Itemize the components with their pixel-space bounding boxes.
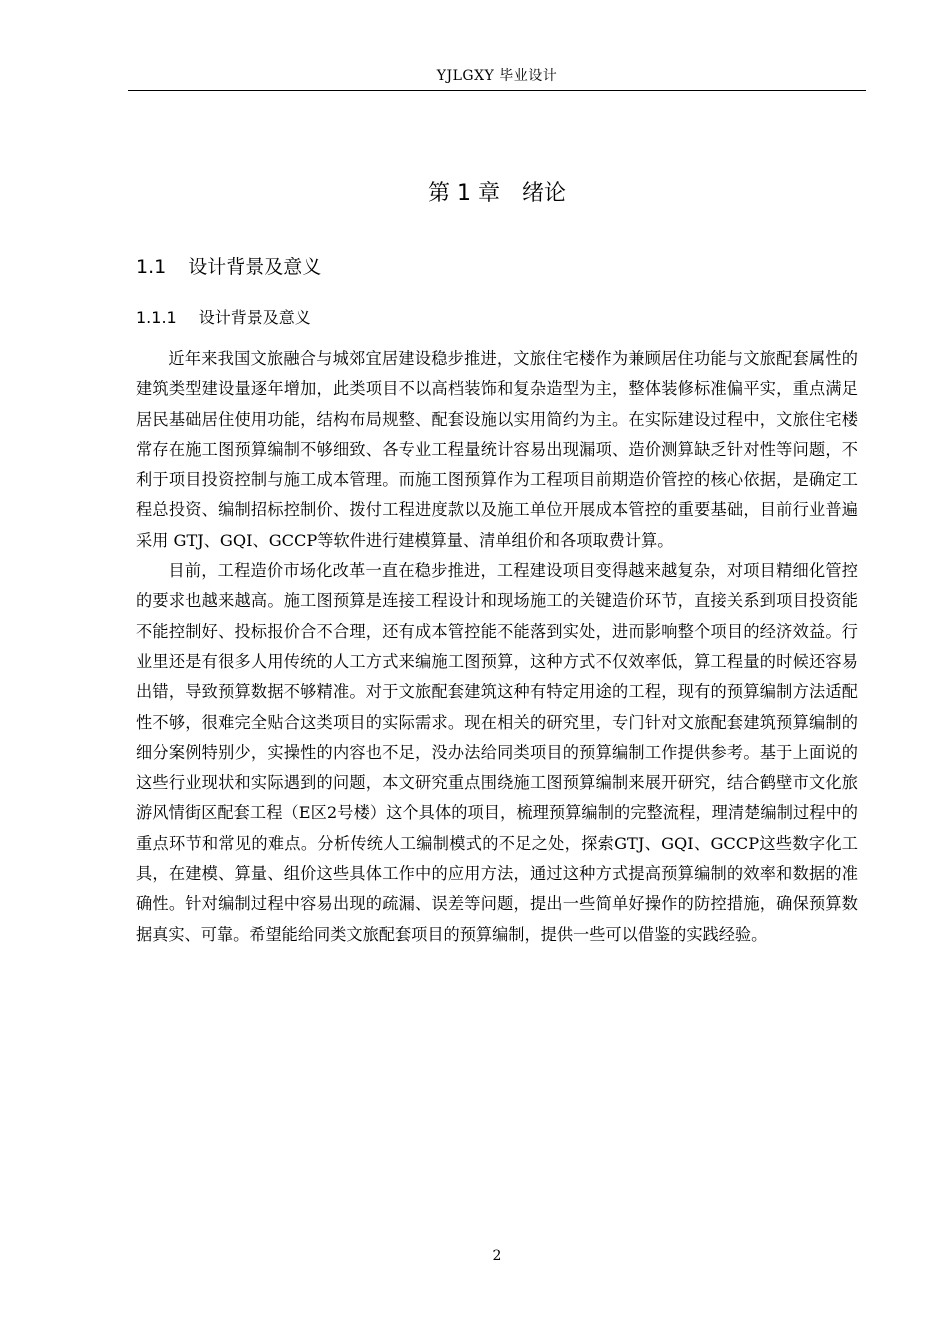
subsection-number: 1.1.1 bbox=[136, 308, 177, 327]
page-number: 2 bbox=[492, 1248, 502, 1264]
chapter-title: 第 1 章 绪论 bbox=[428, 181, 566, 206]
body-text bbox=[136, 344, 858, 950]
subsection-title: 设计背景及意义 bbox=[198, 308, 311, 327]
header-divider bbox=[128, 90, 866, 91]
body-paragraph: 目前，工程造价市场化改革一直在稳步推进，工程建设项目变得越来越复杂，对项目精细化管控的要求也越来越高。施工图预算是连接工程设计和现场施工的关键造价环节，直接关系到项目投资能不能控制好、投标报价合不合理，还有成本管控能不能落到实处，进而影响整个项目的经济效益。行业里还是有很多人用传统的人工方式来编施工图预算，这种方式不仅效率低，算工程量的时候还容易出错，导致预算数据不够精准。对于文旅配套建筑这种有特定用途的工程，现有的预算编制方法适配性不够，很难完全贴合这类项目的实际需求。现在相关的研究里，专门针对文旅配套建筑预算编制的细分案例特别少，实操性的内容也不足，没办法给同类项目的预算编制工作提供参考。基于上面说的这些行业现状和实际遇到的问题，本文研究重点围绕施工图预算编制来展开研究，结合鹤壁市文化旅游风情街区配套工程（E区2号楼）这个具体的项目，梳理预算编制的完整流程，理清楚编制过程中的重点环节和常见的难点。分析传统人工编制模式的不足之处，探索GTJ、GQI、GCCP这些数字化工具，在建模、算量、组价这些具体工作中的应用方法，通过这种方式提高预算编制的效率和数据的准确性。针对编制过程中容易出现的疏漏、误差等问题，提出一些简单好操作的防控措施，确保预算数据真实、可靠。希望能给同类文旅配套项目的预算编制，提供一些可以借鉴的实践经验。 bbox=[136, 561, 858, 944]
section-title: 设计背景及意义 bbox=[188, 256, 322, 278]
subsection-heading bbox=[136, 305, 311, 331]
body-paragraph: 近年来我国文旅融合与城郊宜居建设稳步推进，文旅住宅楼作为兼顾居住功能与文旅配套属性的建筑类型建设量逐年增加，此类项目不以高档装饰和复杂造型为主，整体装修标准偏平实，重点满足居民基础居住使用功能，结构布局规整、配套设施以实用简约为主。在实际建设过程中，文旅住宅楼常存在施工图预算编制不够细致、各专业工程量统计容易出现漏项、造价测算缺乏针对性等问题，不利于项目投资控制与施工成本管理。而施工图预算作为工程项目前期造价管控的核心依据，是确定工程总投资、编制招标控制价、拨付工程进度款以及施工单位开展成本管控的重要基础，目前行业普遍采用 GTJ、GQI、GCCP等软件进行建模算量、清单组价和各项取费计算。 bbox=[136, 349, 858, 550]
running-header: YJLGXY 毕业设计 bbox=[436, 68, 558, 84]
section-number: 1.1 bbox=[136, 256, 167, 278]
section-heading bbox=[136, 253, 321, 281]
